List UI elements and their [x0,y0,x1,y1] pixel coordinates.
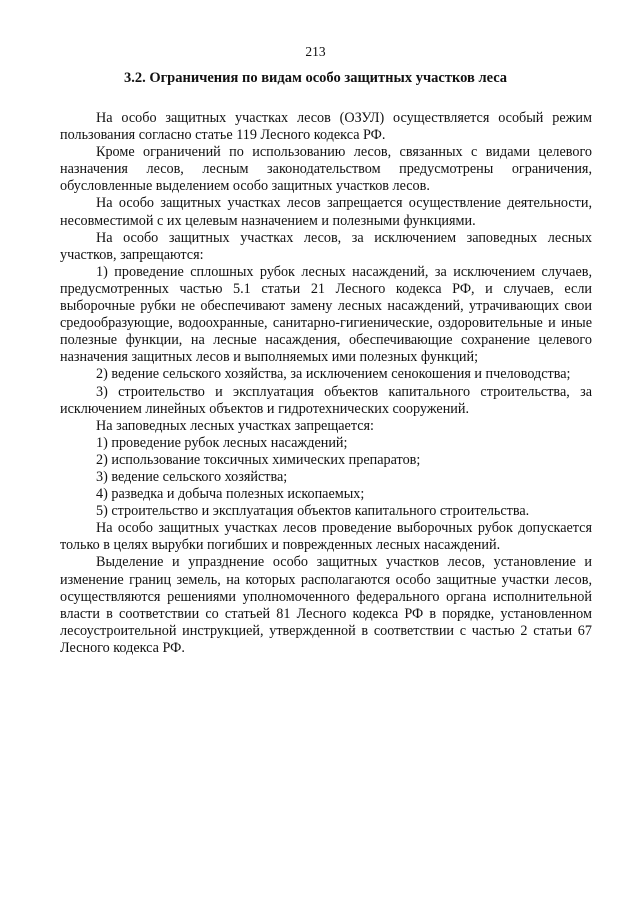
paragraph-ozul-regime: На особо защитных участках лесов (ОЗУЛ) осуществляется особый режим пользования согласно статье 119 Лесного кодекса РФ. [60,110,592,144]
paragraph-selective-cutting: На особо защитных участках лесов проведение выборочных рубок допускается только в целях вырубки погибших и поврежденных лесных насаждений. [60,520,592,554]
list-item: 2) ведение сельского хозяйства, за исключением сенокошения и пчеловодства; [96,366,571,383]
list-item: 4) разведка и добыча полезных ископаемых; [96,486,365,503]
list-item: 3) ведение сельского хозяйства; [96,468,288,485]
paragraph-boundaries: Выделение и упразднение особо защитных участков лесов, установление и изменение границ земель, на которых располагаются особо защитные участки лесов, осуществляются решениями уполномоченного федерального органа исполнительной власти в соответствии со статьей 81 Лесного кодекса РФ в порядке, установленном лесоустроительной инструкцией, утвержденной в соответствии с частью 2 статьи 67 Лесного кодекса РФ. [60,554,592,656]
section-heading: 3.2. Ограничения по видам особо защитных участков леса [123,70,508,86]
list-item: 1) проведение рубок лесных насаждений; [96,434,348,451]
list-item: 5) строительство и эксплуатация объектов капитального строительства. [96,503,530,520]
list-item: 3) строительство и эксплуатация объектов капитального строительства, за исключением линейных объектов и гидротехнических сооружений. [60,383,592,417]
paragraph-prohibited-activity: На особо защитных участках лесов запрещается осуществление деятельности, несовместимой с их целевым назначением и полезными функциями. [60,195,592,229]
list-item: 2) использование токсичных химических препаратов; [96,451,421,468]
page-number: 213 [305,44,326,59]
document-body [60,110,592,657]
paragraph-restrictions: Кроме ограничений по использованию лесов, связанных с видами целевого назначения лесов, лесным законодательством предусмотрены ограничения, обусловленные выделением особо защитных участков лесов. [60,144,592,195]
paragraph-reserve-intro: На заповедных лесных участках запрещается: [96,417,374,434]
list-item: 1) проведение сплошных рубок лесных насаждений, за исключением случаев, предусмотренных частью 5.1 статьи 21 Лесного кодекса РФ, и случаев, если выборочные рубки не обеспечивают замену лесных насаждений, утрачивающих свои средообразующие, водоохранные, санитарно-гигиенические, оздоровительные и иные полезные функции, на лесные насаждения, обеспечивающие сохранение целевого назначения защитных лесов и выполняемых ими полезных функций; [60,263,592,366]
paragraph-list-intro: На особо защитных участках лесов, за исключением заповедных лесных участков, запрещаются: [60,229,592,263]
